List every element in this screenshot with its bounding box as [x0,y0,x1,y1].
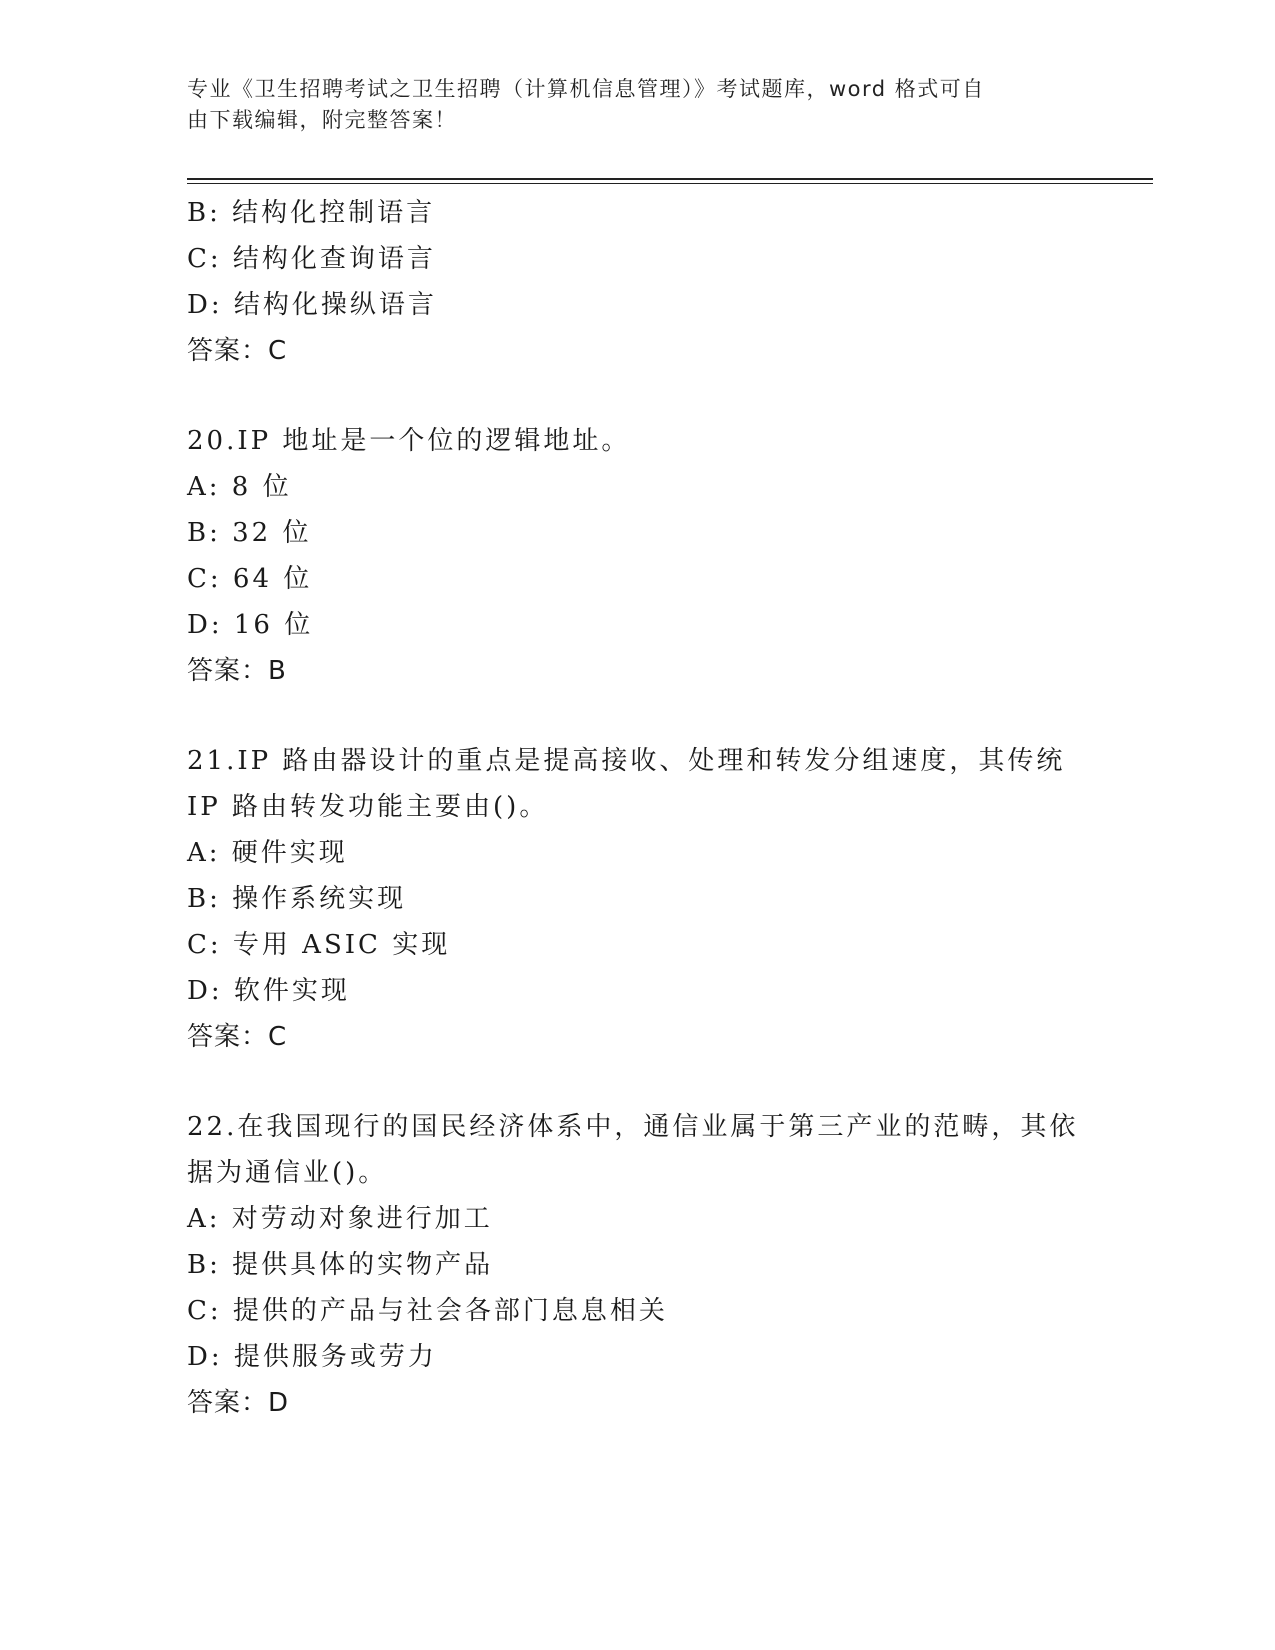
question-stem-line-2: IP 路由转发功能主要由()。 [187,792,549,822]
question-19-continued [187,190,1127,374]
option-a: A: 硬件实现 [187,838,348,868]
header-rule-thick [187,178,1153,180]
question-22 [187,1104,1127,1426]
answer-line: 答案：C [187,1022,288,1052]
header-rule-thin [187,183,1153,184]
option-a: A: 8 位 [187,472,292,502]
question-stem-line-1: 22.在我国现行的国民经济体系中，通信业属于第三产业的范畴，其依 [187,1112,1079,1142]
option-b: B: 32 位 [187,518,312,548]
option-b: B: 提供具体的实物产品 [187,1250,494,1280]
option-d: D: 软件实现 [187,976,350,1006]
option-c: C: 结构化查询语言 [187,244,436,274]
question-21 [187,738,1127,1060]
question-20 [187,418,1127,694]
option-a: A: 对劳动对象进行加工 [187,1204,493,1234]
spacer [187,694,1127,738]
answer-line: 答案：D [187,1388,290,1418]
option-c: C: 专用 ASIC 实现 [187,930,451,960]
question-stem: 20.IP 地址是一个位的逻辑地址。 [187,426,631,456]
option-c: C: 64 位 [187,564,313,594]
header-line-2: 由下载编辑，附完整答案！ [187,108,457,132]
option-c: C: 提供的产品与社会各部门息息相关 [187,1296,668,1326]
option-d: D: 提供服务或劳力 [187,1342,437,1372]
answer-line: 答案：B [187,656,287,686]
question-stem-line-1: 21.IP 路由器设计的重点是提高接收、处理和转发分组速度，其传统 [187,746,1066,776]
question-list [187,190,1127,1426]
header-line-1: 专业《卫生招聘考试之卫生招聘（计算机信息管理）》考试题库，word 格式可自 [187,77,985,101]
option-b: B: 结构化控制语言 [187,198,436,228]
option-d: D: 16 位 [187,610,314,640]
option-d: D: 结构化操纵语言 [187,290,437,320]
option-b: B: 操作系统实现 [187,884,407,914]
answer-line: 答案：C [187,336,288,366]
document-header [187,74,1067,136]
spacer [187,1060,1127,1104]
question-stem-line-2: 据为通信业()。 [187,1158,388,1188]
spacer [187,374,1127,418]
